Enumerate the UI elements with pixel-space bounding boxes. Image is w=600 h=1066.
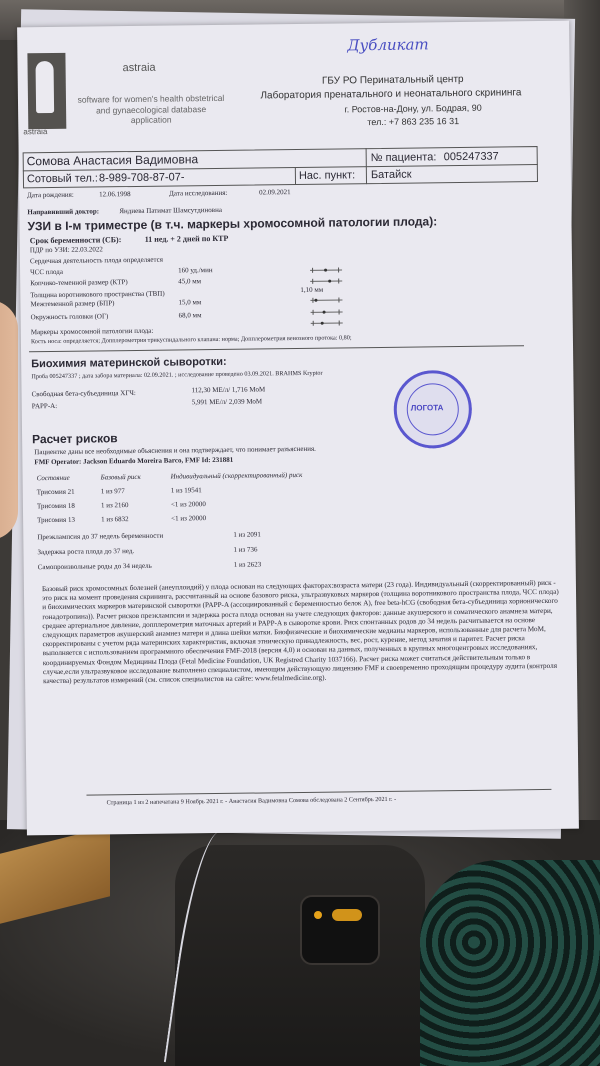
biochem-row-value: 5,991 МЕ/л/ 2,039 МоМ — [191, 397, 263, 407]
uzi-row-value: 68,0 мм — [178, 311, 202, 320]
dob-label: Дата рождения: — [27, 190, 74, 200]
astraia-logo-icon — [27, 53, 66, 129]
term-label: Срок беременности (СБ): — [29, 235, 122, 246]
pdr: ПДР по УЗИ: 22.03.2022 — [29, 245, 103, 255]
doctor-name: Яндиева Патимат Шамсутдиновна — [119, 205, 222, 216]
uzi-row-value: 45,0 мм — [178, 277, 202, 286]
risk-header: Индивидуальный (скорректированный) риск — [170, 470, 303, 481]
term-value: 11 нед. + 2 дней по КТР — [144, 233, 229, 244]
patient-number: 005247337 — [443, 150, 499, 164]
page-footer: Страница 1 из 2 напечатана 9 Ноябрь 2021 г. - Анастасия Вадимовна Сомова обследована 2 Сентябрь 2021 г. - — [106, 795, 397, 807]
other-risk-label: Задержка роста плода до 37 нед. — [37, 547, 135, 557]
uzi-title: УЗИ в I-м триместре (в т.ч. маркеры хромосомной патологии плода): — [27, 214, 438, 234]
risk-base: 1 из 977 — [100, 487, 125, 496]
patient-name: Сомова Анастасия Вадимовна — [26, 152, 199, 169]
uzi-row-label: Копчико-теменной размер (КТР) — [30, 278, 128, 288]
risk-condition: Трисомия 18 — [36, 501, 75, 511]
clinic-phone: тел.: +7 863 235 16 31 — [367, 116, 460, 128]
uzi-row-label: ЧСС плода — [30, 267, 63, 277]
clinic-address: г. Ростов-на-Дону, ул. Бодрая, 90 — [344, 102, 482, 115]
uzi-row-label: Окружность головки (ОГ) — [30, 312, 109, 322]
dob-value: 12.06.1998 — [99, 190, 131, 199]
clinic-lab: Лаборатория пренатального и неонатального скрининга — [260, 87, 522, 102]
logo-footer: astraia — [23, 127, 48, 137]
biochem-title: Биохимия материнской сыворотки: — [31, 355, 227, 371]
risk-base: 1 из 6832 — [101, 515, 129, 524]
logo-name: astraia — [122, 61, 156, 75]
biochem-row-label: Свободная бета-субъединица ХГЧ: — [31, 388, 136, 399]
fabric — [420, 860, 600, 1066]
city-label: Нас. пункт: — [298, 169, 356, 182]
risk-title: Расчет рисков — [32, 431, 118, 447]
uzi-row-label: Толщина воротникового пространства (ТВП) — [30, 289, 165, 300]
biochem-row-label: PAPP-A: — [31, 401, 58, 411]
patient-number-label: № пациента: — [370, 151, 437, 165]
risk-individual: 1 из 19541 — [170, 486, 202, 495]
hand — [0, 300, 18, 540]
other-risk-value: 1 из 2091 — [233, 530, 261, 539]
other-risk-value: 1 из 2623 — [233, 560, 262, 569]
uzi-row-value: 1,10 мм — [300, 285, 324, 294]
phone-value: 8-989-708-87-07- — [98, 171, 185, 185]
fmf-operator: FMF Operator: Jackson Eduardo Moreira Barco, FMF Id: 231881 — [34, 455, 234, 467]
markers-title: Маркеры хромосомной патологии плода: — [30, 326, 154, 337]
uzi-row-label: Межтеменной размер (БПР) — [30, 299, 115, 309]
other-risk-label: Самопроизвольные роды до 34 недель — [37, 561, 152, 572]
exam-date-value: 02.09.2021 — [259, 188, 291, 197]
uzi-row-value: 160 уд./мин — [178, 266, 213, 275]
gear-lever — [300, 895, 380, 965]
risk-header: Состояние — [36, 473, 70, 483]
stamp-text: ЛОГОТА — [410, 403, 444, 413]
biochem-row-value: 112,30 МЕ/л/ 1,716 МоМ — [191, 385, 266, 395]
risk-base: 1 из 2160 — [100, 501, 129, 510]
exam-date-label: Дата исследования: — [169, 188, 228, 198]
city-value: Батайск — [370, 168, 412, 182]
clinic-stamp — [393, 370, 472, 449]
markers-values: Кость носа: определяется; Допплерометрия трикуспидального клапана: норма; Допплерометрия венозного протока: 0,80; — [30, 334, 352, 346]
heartbeat: Сердечная деятельность плода определяется — [29, 255, 164, 266]
risk-note: Пациентке даны все необходимые объяснения и она подтверждает, что понимает разъяснения. — [34, 444, 316, 457]
explanation-paragraph: Базовый риск хромосомных болезней (анеуплоидий) у плода основан на следующих факторах:возраста матери (23 года). Индивидуальный (скорректированный) риск - это риск на момент проведения скрининга, рассчитанный на основе базового риска, ультразвуковых маркеров (толщина воротникового пространства плода, ЧСС плода) и биохимических маркеров материнской сыворотки (PAPP-A (ассоциированный с беременностью белок A), free beta-hCG (свободная бета-субъединица хорионического гонадотропина)). Расчет рисков преэклампсии и задержка роста плода основан на учете следующих факторов: данные акушерского и соматического анамнеза матери, среднее артериальное давление, допплерометрия маточных артерий и PAPP-A в сыворотке крови. Риск спонтанных родов до 34 недель расчитывается на основе следующих параметров акушерский анамнез матери и длина шейки матки. Биофизические и биохимические медианы маркеров, использованные для расчета МоМ, скорректированы с учетом ряда материнских характеристик, включая этническую принадлежность, вес, рост, курение, метод зачатия и паритет. Расчет риска выполняется с использованием программного обеспечения FMF-2018 (версия 4,0) и основан на данных, полученных в крупных многоцентровых исследованиях, координируемых Фондом Медицины Плода (Fetal Medicine Foundation, UK Registred Charity 1037166). Расчет риска может считаться действительным только в случае,если ультразвуковое исследование выполнено специалистом, имеющим действующую лицензию FMF и своевременно проходящим процедуру аудита (контроля качества) результатов измерений (см. список специалистов на сайте: www.fetalmedicine.org). — [41, 578, 559, 686]
biochem-sample: Проба 005247337 ; дата забора материала: 02.09.2021. ; исследование проведено 03.09.2021. BRAHMS Kryptor — [31, 369, 323, 381]
risk-individual: <1 из 20000 — [170, 500, 206, 509]
doctor-label: Направивший доктор: — [27, 207, 100, 217]
clinic-name: ГБУ РО Перинатальный центр — [321, 73, 464, 87]
risk-condition: Трисомия 13 — [37, 515, 76, 525]
other-risk-label: Преэклампсия до 37 недель беременности — [37, 531, 164, 542]
uzi-row-value: 15,0 мм — [178, 298, 202, 307]
document-sheet — [17, 21, 579, 836]
logo-subtitle: software for women's health obstetrical and gynaecological database application — [77, 92, 225, 126]
other-risk-value: 1 из 736 — [233, 545, 258, 554]
risk-header: Базовый риск — [100, 472, 141, 482]
risk-individual: <1 из 20000 — [171, 514, 207, 523]
risk-condition: Трисомия 21 — [36, 487, 75, 497]
phone-label: Сотовый тел.: — [26, 172, 99, 186]
handwritten-note: Дубликат — [347, 35, 429, 55]
